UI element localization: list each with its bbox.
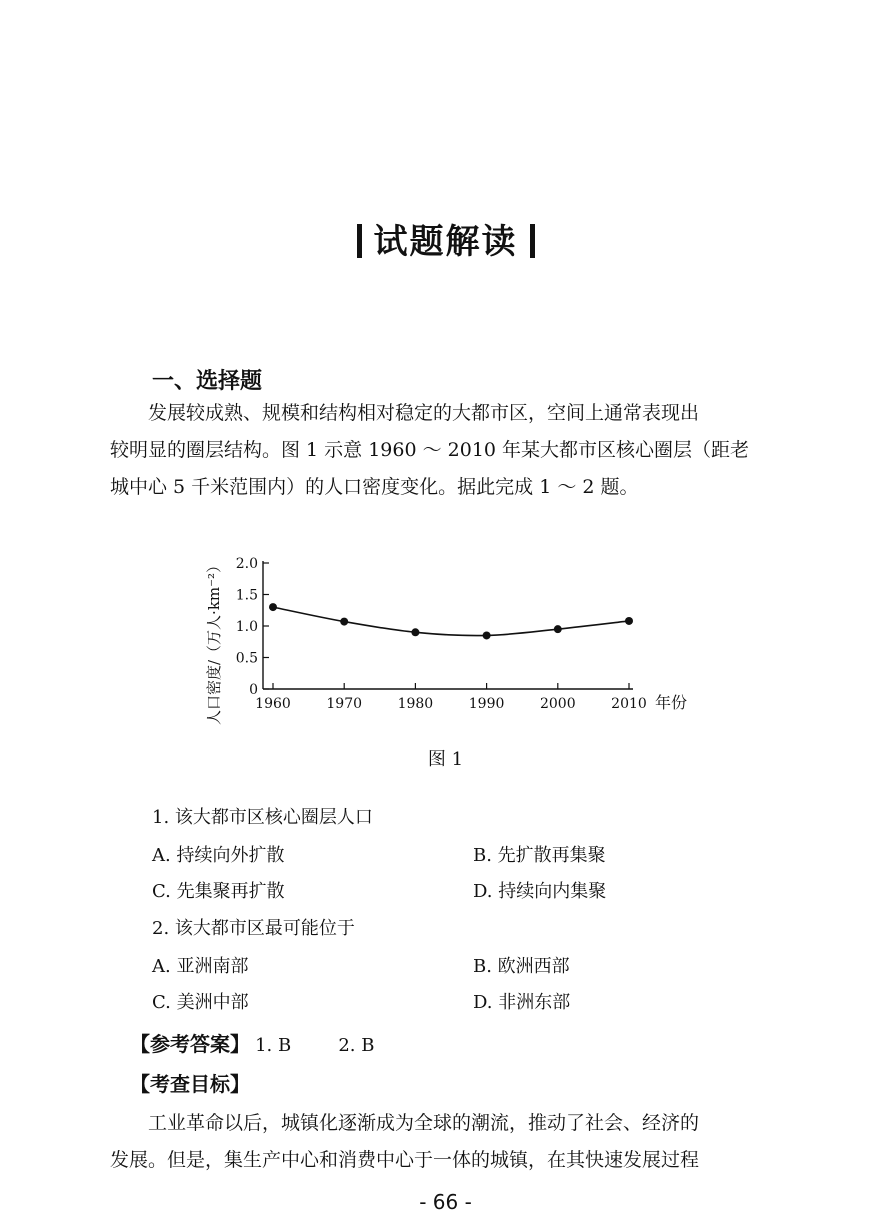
objective-paragraph — [110, 1105, 790, 1179]
y-tick-label: 2.0 — [235, 556, 258, 572]
y-tick-label: 1.0 — [235, 619, 258, 635]
data-point — [625, 617, 633, 625]
question-1-option-a: A. 持续向外扩散 — [152, 845, 285, 866]
chart-points — [269, 603, 633, 639]
data-point — [269, 603, 277, 611]
data-point — [340, 618, 348, 626]
answer-2: 2. B — [338, 1035, 375, 1056]
x-axis-label: 年份 — [655, 693, 688, 712]
question-2-stem: 2. 该大都市区最可能位于 — [152, 918, 355, 939]
x-tick-label: 1990 — [468, 696, 505, 712]
population-density-chart — [195, 525, 715, 735]
intro-paragraph — [110, 395, 790, 506]
objective-label: 【考查目标】 — [130, 1072, 250, 1096]
chart-x-ticks — [255, 683, 647, 712]
intro-line: 城中心 5 千米范围内）的人口密度变化。据此完成 1 ～ 2 题。 — [110, 476, 639, 498]
page-title — [0, 214, 891, 263]
y-tick-label: 1.5 — [235, 587, 258, 604]
question-2-option-c: C. 美洲中部 — [152, 992, 249, 1013]
question-2-option-a: A. 亚洲南部 — [152, 956, 249, 977]
chart-y-ticks — [236, 556, 269, 698]
y-axis-label: 人口密度/（万人·km⁻²） — [205, 557, 223, 725]
title-left-bar — [357, 224, 362, 258]
answer-row — [130, 1028, 374, 1057]
y-tick-label: 0 — [249, 682, 258, 698]
chart-axes — [263, 561, 633, 689]
x-tick-label: 2010 — [611, 696, 647, 712]
y-tick-label: 0.5 — [235, 650, 258, 667]
x-tick-label: 1980 — [397, 696, 434, 712]
question-2-option-d: D. 非洲东部 — [473, 992, 571, 1013]
question-1-option-c: C. 先集聚再扩散 — [152, 881, 285, 902]
objective-line: 发展。但是，集生产中心和消费中心于一体的城镇，在其快速发展过程 — [110, 1149, 700, 1171]
data-point — [411, 628, 419, 636]
page-number: - 66 - — [419, 1190, 472, 1214]
question-2-option-b: B. 欧洲西部 — [473, 956, 570, 977]
density-curve — [273, 607, 629, 635]
x-tick-label: 1970 — [326, 696, 363, 712]
x-tick-label: 2000 — [539, 696, 576, 712]
page-title-text: 试题解读 — [373, 222, 518, 262]
question-1-option-d: D. 持续向内集聚 — [473, 881, 607, 902]
intro-line: 较明显的圈层结构。图 1 示意 1960 ～ 2010 年某大都市区核心圈层（距老 — [110, 439, 750, 461]
data-point — [554, 625, 562, 633]
answer-1: 1. B — [255, 1035, 292, 1056]
objective-line: 工业革命以后，城镇化逐渐成为全球的潮流，推动了社会、经济的 — [148, 1112, 700, 1134]
figure-caption: 图 1 — [427, 749, 464, 770]
question-1-option-b: B. 先扩散再集聚 — [473, 845, 606, 866]
x-tick-label: 1960 — [255, 696, 291, 712]
question-1-stem: 1. 该大都市区核心圈层人口 — [152, 807, 373, 828]
intro-line: 发展较成熟、规模和结构相对稳定的大都市区，空间上通常表现出 — [148, 402, 700, 424]
title-right-bar — [530, 224, 535, 258]
section-heading: 一、选择题 — [152, 369, 263, 394]
answer-label: 【参考答案】 — [130, 1032, 250, 1056]
data-point — [483, 631, 491, 639]
